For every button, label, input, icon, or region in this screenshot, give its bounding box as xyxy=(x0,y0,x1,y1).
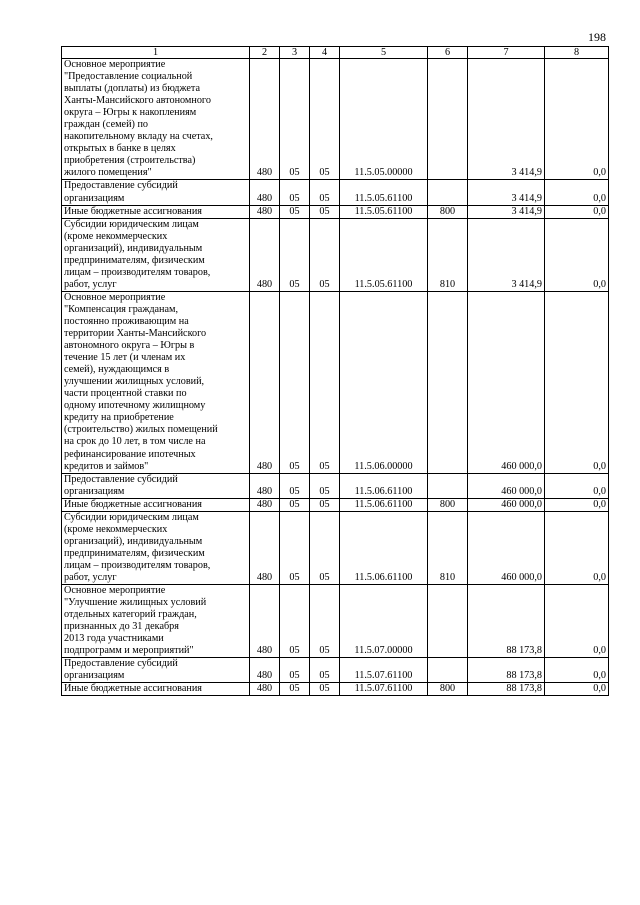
column-header: 3 xyxy=(280,47,310,59)
amount-cell: 0,0 xyxy=(545,291,609,473)
amount-cell: 88 173,8 xyxy=(468,683,545,696)
amount-cell: 460 000,0 xyxy=(468,511,545,584)
table-row xyxy=(62,218,609,291)
column-header: 6 xyxy=(428,47,468,59)
table-body xyxy=(62,59,609,696)
expense-type-cell: 800 xyxy=(428,205,468,218)
expense-type-cell xyxy=(428,473,468,498)
target-article-cell: 11.5.07.00000 xyxy=(340,585,428,658)
expense-type-cell: 800 xyxy=(428,498,468,511)
table-row xyxy=(62,658,609,683)
target-article-cell: 11.5.05.61100 xyxy=(340,218,428,291)
column-header: 5 xyxy=(340,47,428,59)
amount-cell: 3 414,9 xyxy=(468,205,545,218)
expense-type-cell xyxy=(428,291,468,473)
subsection-cell: 05 xyxy=(310,291,340,473)
column-header: 2 xyxy=(250,47,280,59)
page-number: 198 xyxy=(588,30,606,44)
admin-code-cell: 480 xyxy=(250,218,280,291)
target-article-cell: 11.5.06.00000 xyxy=(340,291,428,473)
subsection-cell: 05 xyxy=(310,59,340,180)
amount-cell: 3 414,9 xyxy=(468,59,545,180)
admin-code-cell: 480 xyxy=(250,658,280,683)
budget-table xyxy=(61,46,609,696)
amount-cell: 3 414,9 xyxy=(468,180,545,205)
expense-type-cell xyxy=(428,180,468,205)
expense-type-cell: 800 xyxy=(428,683,468,696)
table-row xyxy=(62,585,609,658)
admin-code-cell: 480 xyxy=(250,180,280,205)
admin-code-cell: 480 xyxy=(250,683,280,696)
target-article-cell: 11.5.06.61100 xyxy=(340,511,428,584)
section-cell: 05 xyxy=(280,511,310,584)
subsection-cell: 05 xyxy=(310,205,340,218)
amount-cell: 0,0 xyxy=(545,59,609,180)
row-name-cell: Иные бюджетные ассигнования xyxy=(62,205,250,218)
target-article-cell: 11.5.05.61100 xyxy=(340,205,428,218)
amount-cell: 0,0 xyxy=(545,585,609,658)
column-header: 4 xyxy=(310,47,340,59)
amount-cell: 0,0 xyxy=(545,658,609,683)
target-article-cell: 11.5.05.61100 xyxy=(340,180,428,205)
section-cell: 05 xyxy=(280,585,310,658)
target-article-cell: 11.5.07.61100 xyxy=(340,658,428,683)
subsection-cell: 05 xyxy=(310,658,340,683)
section-cell: 05 xyxy=(280,683,310,696)
subsection-cell: 05 xyxy=(310,180,340,205)
admin-code-cell: 480 xyxy=(250,498,280,511)
target-article-cell: 11.5.05.00000 xyxy=(340,59,428,180)
amount-cell: 0,0 xyxy=(545,511,609,584)
amount-cell: 0,0 xyxy=(545,218,609,291)
section-cell: 05 xyxy=(280,205,310,218)
amount-cell: 0,0 xyxy=(545,180,609,205)
table-row xyxy=(62,683,609,696)
table-row xyxy=(62,291,609,473)
expense-type-cell xyxy=(428,59,468,180)
section-cell: 05 xyxy=(280,291,310,473)
amount-cell: 88 173,8 xyxy=(468,585,545,658)
section-cell: 05 xyxy=(280,498,310,511)
subsection-cell: 05 xyxy=(310,585,340,658)
row-name-cell: Предоставление субсидий организациям xyxy=(62,180,250,205)
row-name-cell: Субсидии юридическим лицам (кроме некоммерческих организаций), индивидуальным предпринимателям, физическим лицам – производителям товаров, работ, услуг xyxy=(62,511,250,584)
table-row xyxy=(62,511,609,584)
amount-cell: 0,0 xyxy=(545,205,609,218)
admin-code-cell: 480 xyxy=(250,291,280,473)
admin-code-cell: 480 xyxy=(250,585,280,658)
row-name-cell: Основное мероприятие "Предоставление социальной выплаты (доплаты) из бюджета Ханты-Мансийского автономного округа – Югры к накоплениям граждан (семей) по накопительному вкладу на счетах, открытых в банке в целях приобретения (строительства) жилого помещения" xyxy=(62,59,250,180)
admin-code-cell: 480 xyxy=(250,59,280,180)
row-name-cell: Субсидии юридическим лицам (кроме некоммерческих организаций), индивидуальным предпринимателям, физическим лицам – производителям товаров, работ, услуг xyxy=(62,218,250,291)
amount-cell: 0,0 xyxy=(545,498,609,511)
amount-cell: 0,0 xyxy=(545,683,609,696)
table-row xyxy=(62,498,609,511)
row-name-cell: Предоставление субсидий организациям xyxy=(62,473,250,498)
table-row xyxy=(62,180,609,205)
row-name-cell: Основное мероприятие "Компенсация гражданам, постоянно проживающим на территории Ханты-Мансийского автономного округа – Югры в течение 15 лет (и членам их семей), нуждающимся в улучшении жилищных условий, части процентной ставки по одному ипотечному жилищному кредиту на приобретение (строительство) жилых помещений на срок до 10 лет, в том числе на рефинансирование ипотечных кредитов и займов" xyxy=(62,291,250,473)
subsection-cell: 05 xyxy=(310,511,340,584)
subsection-cell: 05 xyxy=(310,473,340,498)
section-cell: 05 xyxy=(280,59,310,180)
amount-cell: 88 173,8 xyxy=(468,658,545,683)
amount-cell: 0,0 xyxy=(545,473,609,498)
table-row xyxy=(62,205,609,218)
subsection-cell: 05 xyxy=(310,683,340,696)
section-cell: 05 xyxy=(280,473,310,498)
admin-code-cell: 480 xyxy=(250,511,280,584)
section-cell: 05 xyxy=(280,180,310,205)
admin-code-cell: 480 xyxy=(250,205,280,218)
expense-type-cell xyxy=(428,658,468,683)
section-cell: 05 xyxy=(280,658,310,683)
subsection-cell: 05 xyxy=(310,218,340,291)
amount-cell: 460 000,0 xyxy=(468,291,545,473)
amount-cell: 460 000,0 xyxy=(468,473,545,498)
target-article-cell: 11.5.07.61100 xyxy=(340,683,428,696)
table-row xyxy=(62,473,609,498)
expense-type-cell: 810 xyxy=(428,511,468,584)
column-header: 8 xyxy=(545,47,609,59)
target-article-cell: 11.5.06.61100 xyxy=(340,498,428,511)
table-header-row xyxy=(62,47,609,59)
column-header: 7 xyxy=(468,47,545,59)
row-name-cell: Предоставление субсидий организациям xyxy=(62,658,250,683)
amount-cell: 3 414,9 xyxy=(468,218,545,291)
row-name-cell: Иные бюджетные ассигнования xyxy=(62,683,250,696)
table-row xyxy=(62,59,609,180)
amount-cell: 460 000,0 xyxy=(468,498,545,511)
subsection-cell: 05 xyxy=(310,498,340,511)
admin-code-cell: 480 xyxy=(250,473,280,498)
expense-type-cell: 810 xyxy=(428,218,468,291)
section-cell: 05 xyxy=(280,218,310,291)
target-article-cell: 11.5.06.61100 xyxy=(340,473,428,498)
column-header: 1 xyxy=(62,47,250,59)
row-name-cell: Иные бюджетные ассигнования xyxy=(62,498,250,511)
expense-type-cell xyxy=(428,585,468,658)
row-name-cell: Основное мероприятие "Улучшение жилищных условий отдельных категорий граждан, признанных до 31 декабря 2013 года участниками подпрограмм и мероприятий" xyxy=(62,585,250,658)
